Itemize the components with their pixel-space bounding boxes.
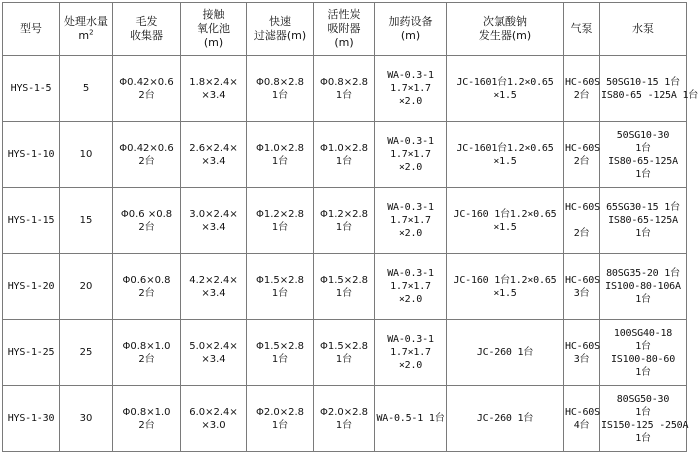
header-carbon-adsorber: 活性炭 吸附器 (m) <box>314 3 375 56</box>
header-water-pump: 水泵 <box>600 3 687 56</box>
cell-hair-collector-line: Φ0.6 ×0.8 <box>120 208 173 220</box>
cell-dosing-equipment-line: 1.7×1.7 <box>390 83 431 94</box>
cell-carbon-adsorber <box>314 254 375 320</box>
cell-capacity-text: 20 <box>79 281 93 292</box>
header-row <box>3 3 687 56</box>
cell-dosing-equipment-line: ×2.0 <box>398 96 423 107</box>
cell-air-pump-line: HC-60S <box>565 202 600 213</box>
cell-carbon-adsorber <box>314 188 375 254</box>
cell-water-pump <box>600 386 687 452</box>
cell-water-pump <box>600 254 687 320</box>
cell-water-pump <box>600 320 687 386</box>
cell-water-pump <box>600 122 687 188</box>
cell-hair-collector <box>113 386 181 452</box>
cell-rapid-filter-line: Φ2.0×2.8 <box>255 406 305 418</box>
cell-hair-collector-line: 2台 <box>138 353 155 365</box>
cell-model <box>3 386 60 452</box>
cell-hair-collector-line: 2台 <box>138 155 155 167</box>
cell-model-text: HYS-1-5 <box>10 83 52 94</box>
cell-water-pump-line: 65SG30-15 1台 <box>606 202 680 213</box>
cell-carbon-adsorber <box>314 320 375 386</box>
cell-water-pump-line: 1台 <box>635 406 651 418</box>
cell-hypochlorite-generator-line: JC-1601台1.2×0.65 <box>456 76 554 88</box>
cell-air-pump <box>564 386 600 452</box>
cell-water-pump-line: 80SG35-20 1台 <box>606 268 680 279</box>
cell-model <box>3 56 60 122</box>
cell-contact-oxidation <box>181 188 247 254</box>
cell-hypochlorite-generator-line: JC-260 1台 <box>476 347 534 358</box>
cell-contact-oxidation <box>181 56 247 122</box>
cell-air-pump-line <box>565 214 598 227</box>
cell-model-text: HYS-1-10 <box>7 149 55 160</box>
cell-dosing-equipment-line: WA-0.3-1 <box>387 334 434 345</box>
cell-air-pump-line: 3台 <box>573 287 590 299</box>
cell-air-pump-line: 2台 <box>573 155 590 167</box>
cell-air-pump-line: 3台 <box>573 353 590 365</box>
cell-dosing-equipment <box>375 320 447 386</box>
cell-water-pump-line: IS100-80-106A <box>605 281 681 292</box>
cell-air-pump-line: 2台 <box>573 228 590 239</box>
cell-contact-oxidation <box>181 320 247 386</box>
cell-capacity-text: 30 <box>79 413 93 424</box>
cell-hair-collector-line: Φ0.6×0.8 <box>122 274 171 286</box>
cell-rapid-filter-line: 1台 <box>271 353 289 365</box>
cell-rapid-filter-line: Φ0.8×2.8 <box>255 76 305 88</box>
cell-dosing-equipment-line: 1.7×1.7 <box>390 347 431 358</box>
cell-model-text: HYS-1-25 <box>7 347 55 358</box>
cell-hair-collector-line: 2台 <box>138 89 155 101</box>
cell-water-pump-line: 1台 <box>635 294 651 305</box>
cell-air-pump <box>564 254 600 320</box>
cell-dosing-equipment-line: ×2.0 <box>398 294 423 305</box>
cell-dosing-equipment-line: WA-0.3-1 <box>387 268 434 279</box>
cell-contact-oxidation-line: 5.0×2.4× <box>189 340 238 352</box>
cell-air-pump-line: HC-60S <box>565 406 600 418</box>
cell-capacity <box>60 386 113 452</box>
cell-carbon-adsorber-line: Φ2.0×2.8 <box>319 406 369 418</box>
cell-dosing-equipment-line: 1.7×1.7 <box>390 149 431 160</box>
cell-contact-oxidation-line: 6.0×2.4× <box>189 406 238 418</box>
header-model: 型号 <box>3 3 60 56</box>
cell-dosing-equipment <box>375 188 447 254</box>
cell-rapid-filter-line: 1台 <box>271 287 289 299</box>
cell-water-pump-line: 80SG50-30 <box>616 393 670 405</box>
equipment-spec-table-container <box>2 2 698 452</box>
header-capacity: 处理水量 $m^2$ <box>60 3 113 56</box>
cell-hypochlorite-generator <box>447 56 564 122</box>
cell-air-pump <box>564 122 600 188</box>
cell-water-pump-line: 1台 <box>635 228 651 239</box>
cell-contact-oxidation-line: 4.2×2.4× <box>189 274 238 286</box>
cell-hypochlorite-generator-line: JC-160 1台1.2×0.65 <box>453 208 557 220</box>
cell-dosing-equipment-line: WA-0.3-1 <box>387 136 434 147</box>
cell-hair-collector-line: 2台 <box>138 221 155 233</box>
cell-model-text: HYS-1-15 <box>7 215 55 226</box>
table-row <box>3 320 687 386</box>
cell-rapid-filter <box>247 386 314 452</box>
cell-air-pump-line: 4台 <box>573 419 590 431</box>
cell-hypochlorite-generator <box>447 386 564 452</box>
cell-carbon-adsorber-line: 1台 <box>335 287 353 299</box>
cell-carbon-adsorber <box>314 386 375 452</box>
cell-air-pump-line: 2台 <box>573 89 590 101</box>
cell-contact-oxidation <box>181 386 247 452</box>
cell-air-pump-line: HC-60S <box>565 340 600 352</box>
cell-hair-collector-line: Φ0.42×0.6 <box>119 142 174 154</box>
header-contact-oxidation: 接触 氧化池 (m) <box>181 3 247 56</box>
cell-hypochlorite-generator-line: JC-1601台1.2×0.65 <box>456 142 554 154</box>
cell-rapid-filter-line: Φ1.5×2.8 <box>255 274 305 286</box>
cell-dosing-equipment-line: 1.7×1.7 <box>390 281 431 292</box>
cell-dosing-equipment-line: WA-0.3-1 <box>387 202 434 213</box>
cell-dosing-equipment <box>375 386 447 452</box>
cell-capacity <box>60 56 113 122</box>
cell-rapid-filter-line: 1台 <box>271 221 289 233</box>
cell-hair-collector <box>113 188 181 254</box>
cell-dosing-equipment-line: ×2.0 <box>398 162 423 173</box>
cell-hair-collector-line: 2台 <box>138 287 155 299</box>
cell-capacity-text: 25 <box>79 347 93 358</box>
cell-model-text: HYS-1-30 <box>7 413 55 424</box>
cell-contact-oxidation-line: 3.0×2.4× <box>189 208 238 220</box>
cell-carbon-adsorber <box>314 122 375 188</box>
cell-hair-collector-line: Φ0.42×0.6 <box>119 76 174 88</box>
cell-hypochlorite-generator-line: ×1.5 <box>493 89 517 101</box>
header-rapid-filter: 快速 过滤器(m) <box>247 3 314 56</box>
cell-hair-collector <box>113 254 181 320</box>
cell-rapid-filter <box>247 122 314 188</box>
cell-contact-oxidation-line: ×3.4 <box>201 221 226 233</box>
cell-rapid-filter <box>247 320 314 386</box>
equipment-spec-table <box>2 2 698 452</box>
cell-hypochlorite-generator-line: ×1.5 <box>493 155 517 167</box>
cell-hair-collector <box>113 320 181 386</box>
cell-rapid-filter <box>247 56 314 122</box>
cell-hair-collector <box>113 56 181 122</box>
cell-rapid-filter-line: 1台 <box>271 419 289 431</box>
cell-carbon-adsorber-line: 1台 <box>335 353 353 365</box>
cell-model <box>3 188 60 254</box>
cell-dosing-equipment-line: 1.7×1.7 <box>390 215 431 226</box>
cell-dosing-equipment-line: ×2.0 <box>398 360 423 371</box>
cell-air-pump-line: HC-60S <box>565 274 600 286</box>
cell-water-pump-line: IS100-80-60 <box>610 353 676 365</box>
cell-contact-oxidation-line: ×3.4 <box>201 287 226 299</box>
cell-capacity <box>60 188 113 254</box>
cell-water-pump-line: IS80-65-125A <box>608 215 678 226</box>
header-hypochlorite-generator: 次氯酸钠 发生器(m) <box>447 3 564 56</box>
cell-carbon-adsorber-line: 1台 <box>335 89 353 101</box>
cell-capacity <box>60 254 113 320</box>
cell-contact-oxidation-line: ×3.4 <box>201 89 226 101</box>
cell-contact-oxidation <box>181 122 247 188</box>
cell-rapid-filter-line: 1台 <box>271 89 289 101</box>
cell-hypochlorite-generator-line: JC-260 1台 <box>476 413 534 424</box>
cell-dosing-equipment-line: ×2.0 <box>398 228 423 239</box>
cell-hair-collector-line: 2台 <box>138 419 155 431</box>
cell-water-pump-line: IS80-65 -125A 1台 <box>601 89 698 101</box>
cell-carbon-adsorber-line: Φ1.0×2.8 <box>319 142 369 154</box>
cell-contact-oxidation <box>181 254 247 320</box>
cell-air-pump-line: HC-60S <box>565 76 600 88</box>
cell-rapid-filter <box>247 188 314 254</box>
header-dosing-equipment: 加药设备 (m) <box>375 3 447 56</box>
cell-water-pump-line: 1台 <box>635 168 651 180</box>
cell-carbon-adsorber-line: Φ1.5×2.8 <box>319 340 369 352</box>
cell-water-pump-line: 50SG10-15 1台 <box>606 76 680 88</box>
cell-contact-oxidation-line: ×3.4 <box>201 155 226 167</box>
cell-carbon-adsorber <box>314 56 375 122</box>
cell-rapid-filter-line: Φ1.2×2.8 <box>255 208 305 220</box>
cell-air-pump-line: HC-60S <box>565 142 600 154</box>
cell-hypochlorite-generator <box>447 188 564 254</box>
cell-capacity-text: 15 <box>79 215 93 226</box>
cell-contact-oxidation-line: ×3.4 <box>201 353 226 365</box>
cell-model <box>3 254 60 320</box>
cell-capacity-text: 5 <box>82 83 90 94</box>
cell-contact-oxidation-line: 1.8×2.4× <box>189 76 238 88</box>
cell-contact-oxidation-line: ×3.0 <box>201 419 226 431</box>
cell-capacity-text: 10 <box>79 149 93 160</box>
cell-water-pump-line: IS80-65-125A <box>608 155 678 167</box>
cell-hair-collector-line: Φ0.8×1.0 <box>122 406 171 418</box>
cell-rapid-filter-line: Φ1.0×2.8 <box>255 142 305 154</box>
cell-water-pump-line: IS150-125 -250A <box>601 419 689 431</box>
table-row <box>3 122 687 188</box>
cell-hypochlorite-generator <box>447 254 564 320</box>
cell-air-pump <box>564 188 600 254</box>
cell-model <box>3 320 60 386</box>
cell-water-pump <box>600 56 698 122</box>
table-row <box>3 188 687 254</box>
cell-air-pump <box>564 320 600 386</box>
cell-water-pump-line: 1台 <box>635 142 651 154</box>
header-hair-collector: 毛发 收集器 <box>113 3 181 56</box>
cell-carbon-adsorber-line: 1台 <box>335 419 353 431</box>
cell-capacity <box>60 122 113 188</box>
cell-rapid-filter <box>247 254 314 320</box>
cell-carbon-adsorber-line: 1台 <box>335 221 353 233</box>
cell-dosing-equipment <box>375 254 447 320</box>
cell-hair-collector <box>113 122 181 188</box>
cell-hypochlorite-generator <box>447 122 564 188</box>
cell-model-text: HYS-1-20 <box>7 281 55 292</box>
cell-model <box>3 122 60 188</box>
table-row <box>3 56 687 122</box>
cell-dosing-equipment-line: WA-0.5-1 1台 <box>376 413 445 424</box>
cell-hypochlorite-generator-line: ×1.5 <box>493 221 517 233</box>
cell-dosing-equipment <box>375 56 447 122</box>
cell-hypochlorite-generator-line: JC-160 1台1.2×0.65 <box>453 274 557 286</box>
cell-rapid-filter-line: 1台 <box>271 155 289 167</box>
cell-carbon-adsorber-line: Φ1.5×2.8 <box>319 274 369 286</box>
cell-hypochlorite-generator-line: ×1.5 <box>493 287 517 299</box>
cell-carbon-adsorber-line: Φ0.8×2.8 <box>319 76 369 88</box>
cell-carbon-adsorber-line: 1台 <box>335 155 353 167</box>
cell-water-pump-line: 1台 <box>635 340 651 352</box>
cell-rapid-filter-line: Φ1.5×2.8 <box>255 340 305 352</box>
cell-water-pump-line: 100SG40-18 <box>613 327 673 339</box>
cell-water-pump <box>600 188 687 254</box>
header-air-pump: 气泵 <box>564 3 600 56</box>
cell-carbon-adsorber-line: Φ1.2×2.8 <box>319 208 369 220</box>
cell-dosing-equipment <box>375 122 447 188</box>
table-row <box>3 254 687 320</box>
cell-air-pump <box>564 56 600 122</box>
cell-dosing-equipment-line: WA-0.3-1 <box>387 70 434 81</box>
table-row <box>3 386 687 452</box>
cell-hair-collector-line: Φ0.8×1.0 <box>122 340 171 352</box>
cell-water-pump-line: 50SG10-30 <box>616 129 670 141</box>
cell-hypochlorite-generator <box>447 320 564 386</box>
cell-capacity <box>60 320 113 386</box>
cell-contact-oxidation-line: 2.6×2.4× <box>189 142 238 154</box>
cell-water-pump-line: 1台 <box>635 432 651 444</box>
cell-water-pump-line: 1台 <box>635 366 651 378</box>
